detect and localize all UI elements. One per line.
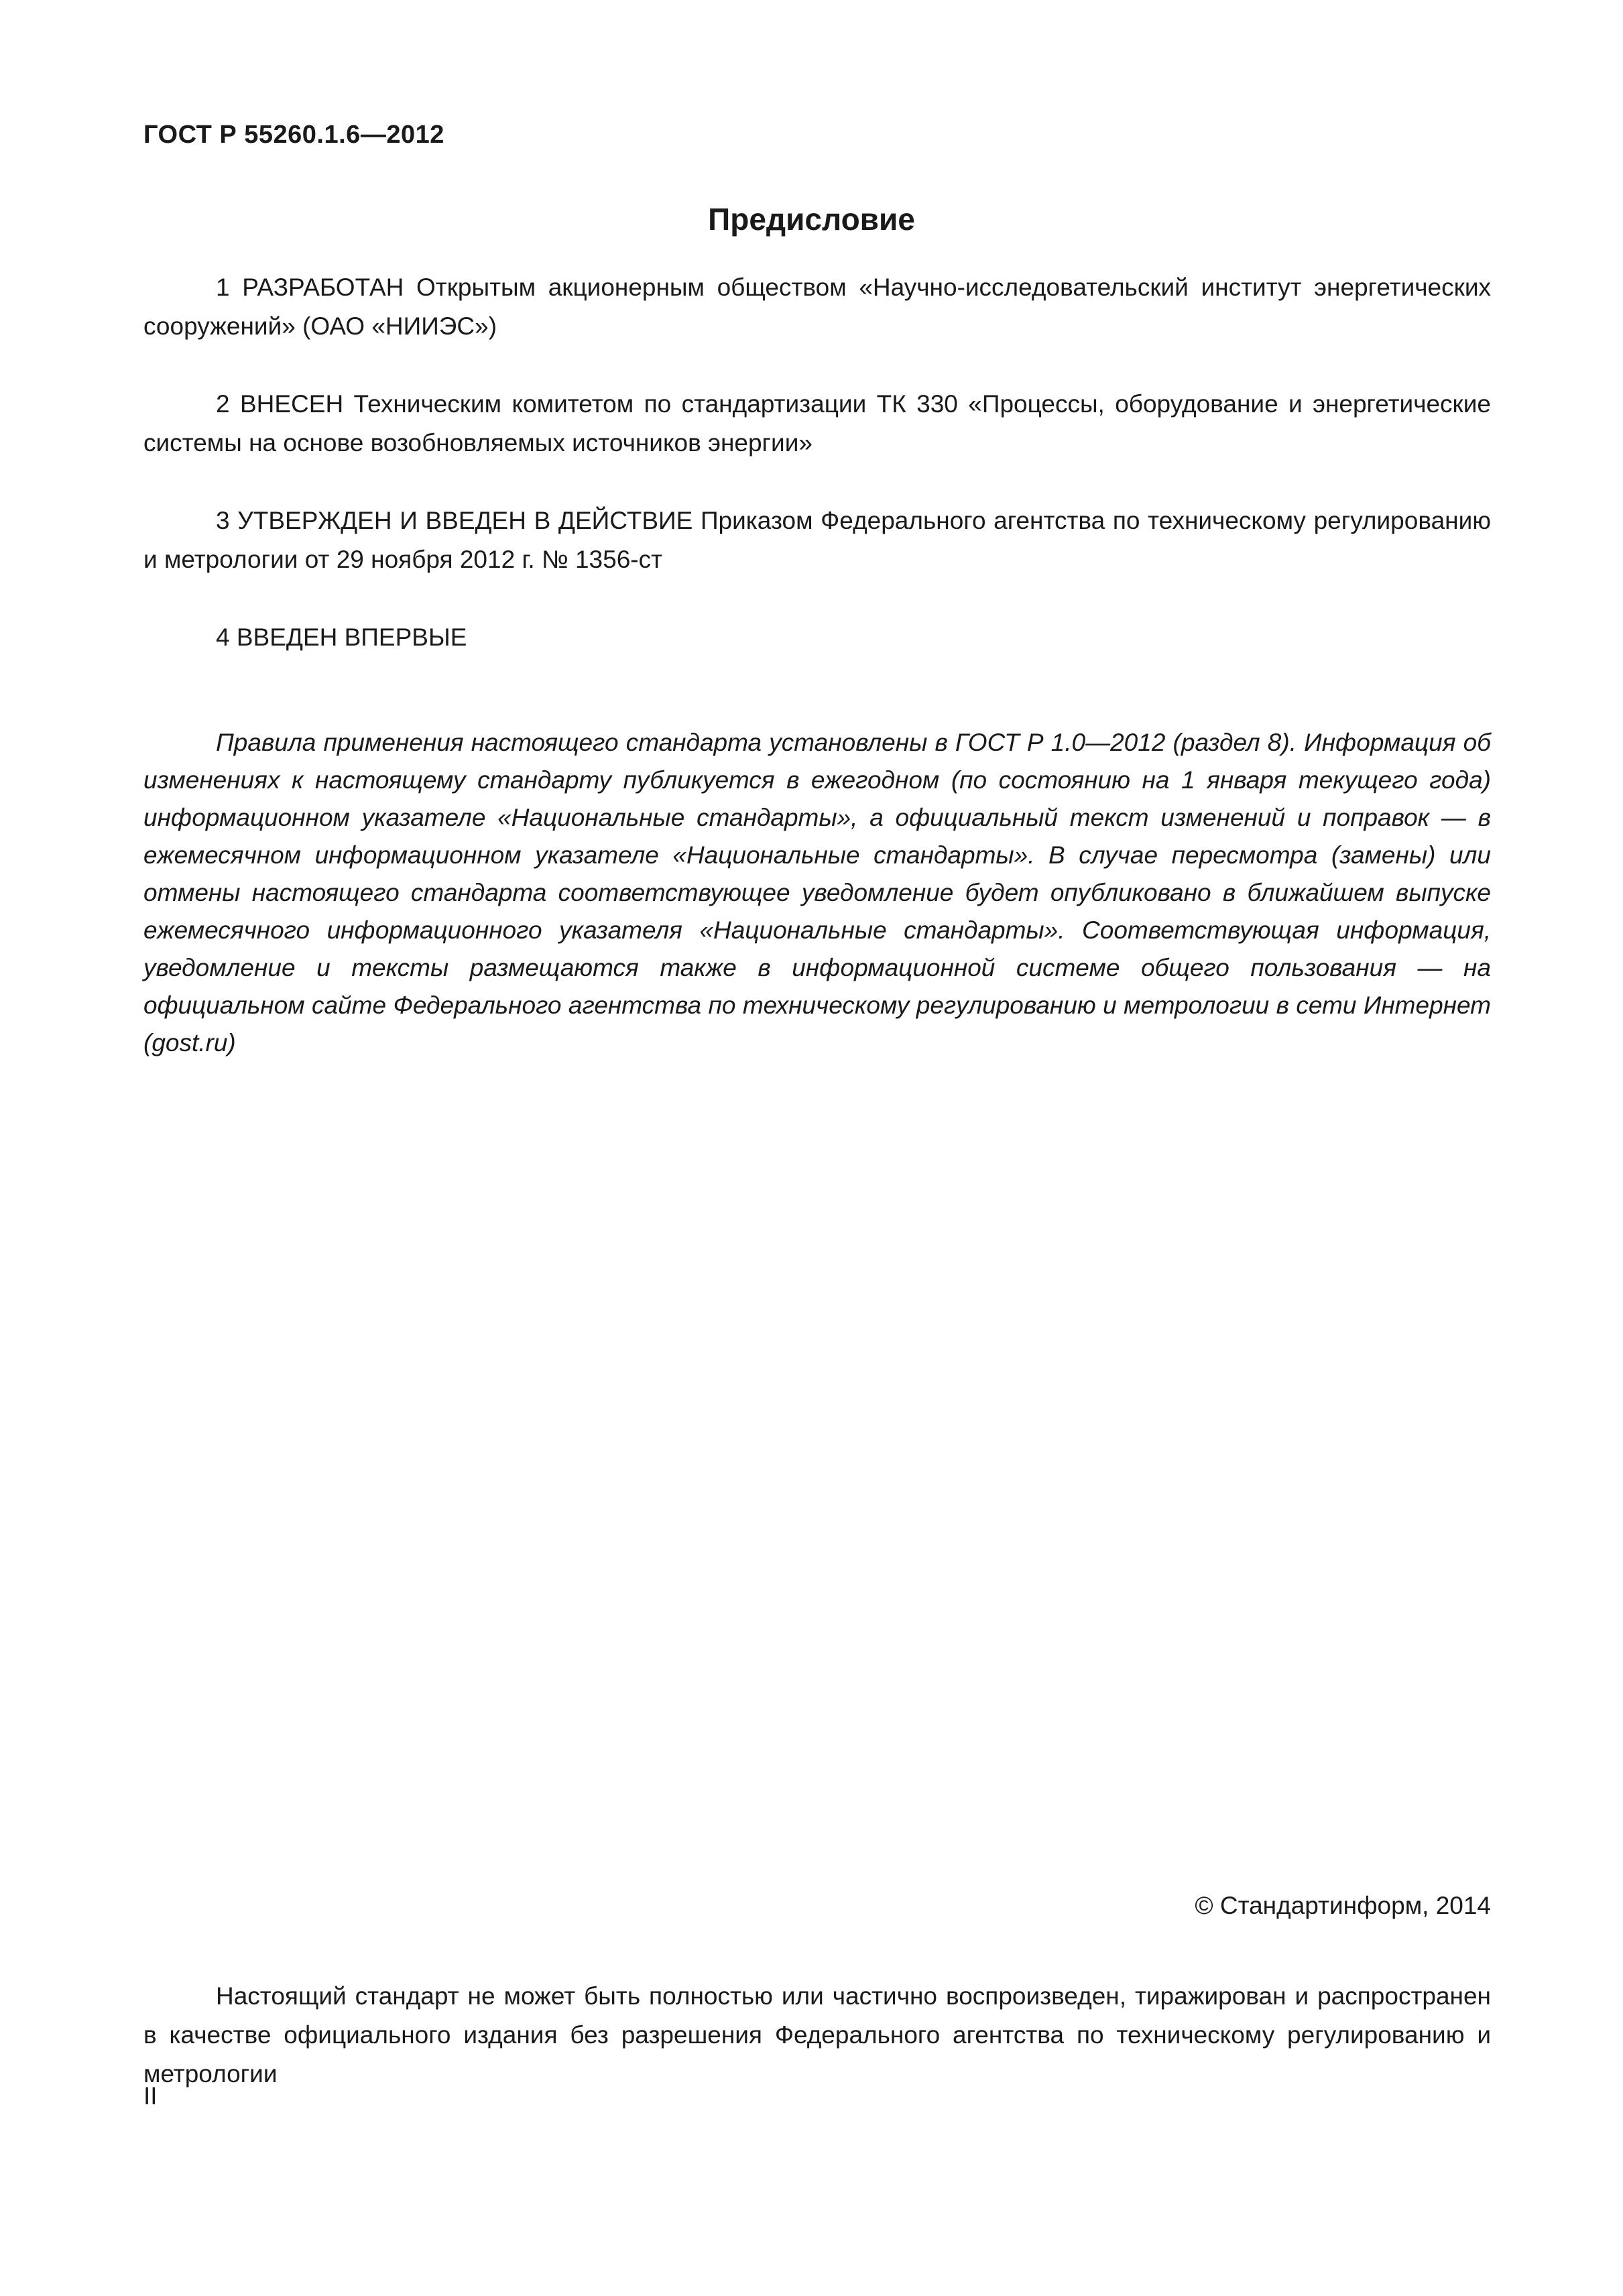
- application-rules-notice: Правила применения настоящего стандарта установлены в ГОСТ Р 1.0—2012 (раздел 8). Информация об изменениях к настоящему стандарту публикуется в ежегодном (по состоянию на 1 января текущего года) информационном указателе «Национальные стандарты», а официальный текст изменений и поправок — в ежемесячном информационном указателе «Национальные стандарты». В случае пересмотра (замены) или отмены настоящего стандарта соответствующее уведомление будет опубликовано в ближайшем выпуске ежемесячного информационного указателя «Национальные стандарты». Соответствующая информация, уведомление и тексты размещаются также в информационной системе общего пользования — на официальном сайте Федерального агентства по техническому регулированию и метрологии в сети Интернет (gost.ru): [143, 729, 1491, 1056]
- foreword-item-first-introduced: [143, 618, 1491, 657]
- item-key: 3 УТВЕРЖДЕН И ВВЕДЕН В ДЕЙСТВИЕ: [216, 507, 693, 534]
- reproduction-restriction: Настоящий стандарт не может быть полностью или частично воспроизведен, тиражирован и распространен в качестве официального издания без разрешения Федерального агентства по техническому регулированию и метрологии: [143, 1982, 1491, 2088]
- item-text: Техническим комитетом по стандартизации ТК 330 «Процессы, оборудование и энергетические системы на основе возобновляемых источников энергии»: [143, 390, 1491, 457]
- page-number: II: [143, 2082, 158, 2110]
- page-title: Предисловие: [708, 202, 915, 237]
- foreword-item-developed: [143, 268, 1491, 346]
- item-key: 2 ВНЕСЕН: [216, 390, 344, 418]
- foreword-content: [143, 268, 1491, 1087]
- item-text: Приказом Федерального агентства по техническому регулированию и метрологии от 29 ноября 2012 г. № 1356-ст: [143, 507, 1492, 573]
- foreword-item-approved: [143, 501, 1491, 579]
- document-code-header: ГОСТ Р 55260.1.6—2012: [143, 121, 444, 149]
- copyright-notice: © Стандартинформ, 2014: [1195, 1892, 1491, 1919]
- item-text: Открытым акционерным обществом «Научно-исследовательский институт энергетических сооружений» (ОАО «НИИЭС»): [143, 274, 1491, 340]
- foreword-item-introduced: [143, 385, 1491, 463]
- item-key: 4 ВВЕДЕН ВПЕРВЫЕ: [216, 623, 467, 651]
- item-key: 1 РАЗРАБОТАН: [216, 274, 404, 301]
